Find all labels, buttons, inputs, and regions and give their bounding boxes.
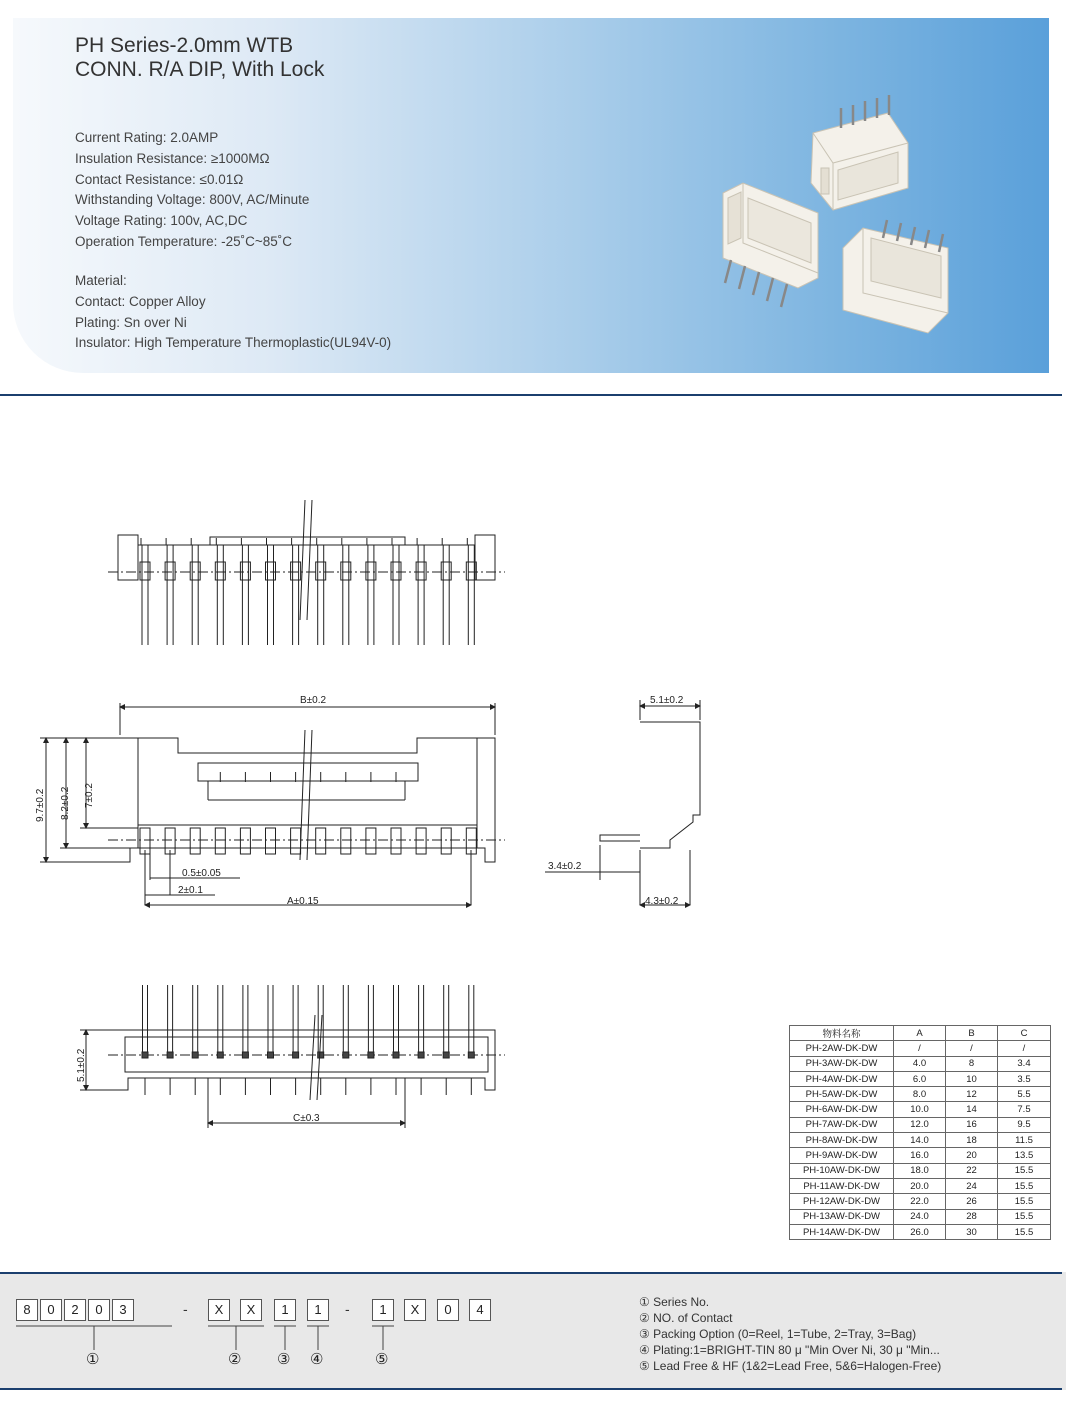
legend-item-5: ⑤ Lead Free & HF (1&2=Lead Free, 5&6=Halogen-Free): [639, 1359, 942, 1373]
pn-marker-1: ①: [86, 1350, 100, 1368]
pin-pad: [142, 1052, 148, 1058]
material-plating: Plating: Sn over Ni: [75, 314, 187, 330]
pin-pad: [242, 1052, 248, 1058]
table-cell: PH-8AW-DK-DW: [790, 1133, 894, 1148]
table-cell: 14: [946, 1102, 998, 1117]
pn-box-4: 0: [88, 1299, 110, 1321]
table-cell: 20.0: [894, 1178, 946, 1193]
table-cell: PH-3AW-DK-DW: [790, 1056, 894, 1071]
title-line-2: CONN. R/A DIP, With Lock: [75, 58, 325, 81]
side-view: [545, 700, 700, 905]
front-view: [40, 703, 505, 905]
table-cell: 15.5: [998, 1178, 1051, 1193]
table-row: [790, 1056, 1051, 1071]
pin: [391, 828, 401, 854]
pn-box-5: 3: [112, 1299, 134, 1321]
pin-pad: [192, 1052, 198, 1058]
table-cell: 26: [946, 1194, 998, 1209]
table-cell: PH-10AW-DK-DW: [790, 1163, 894, 1178]
table-cell: 7.5: [998, 1102, 1051, 1117]
pn-box-1: 8: [16, 1299, 38, 1321]
dim-side-width: 5.1±0.2: [650, 695, 684, 706]
material-insulator: Insulator: High Temperature Thermoplastic(UL94V-0): [75, 335, 392, 351]
table-cell: 8.0: [894, 1087, 946, 1102]
pn-box-13: 4: [469, 1299, 491, 1321]
table-cell: 20: [946, 1148, 998, 1163]
pn-dash-1: -: [183, 1301, 188, 1317]
part-number-legend: [639, 1294, 941, 1374]
pn-box-11: X: [404, 1299, 426, 1321]
table-cell: /: [998, 1041, 1051, 1056]
table-row: [790, 1148, 1051, 1163]
table-cell: 15.5: [998, 1163, 1051, 1178]
pin-pad: [217, 1052, 223, 1058]
dim-pitch: 2±0.1: [178, 885, 203, 896]
table-cell: 24: [946, 1178, 998, 1193]
table-cell: PH-6AW-DK-DW: [790, 1102, 894, 1117]
spec-contact-resistance: Contact Resistance: ≤0.01Ω: [75, 171, 244, 187]
pn-box-7: X: [240, 1299, 262, 1321]
table-cell: 3.4: [998, 1056, 1051, 1071]
pin-pad: [443, 1052, 449, 1058]
table-cell: 15.5: [998, 1209, 1051, 1224]
table-cell: 12: [946, 1087, 998, 1102]
dim-h3: 7±0.2: [84, 783, 95, 808]
dim-pin-width: 0.5±0.05: [182, 868, 221, 879]
footer-divider-bottom: [0, 1388, 1062, 1390]
pn-box-12: 0: [437, 1299, 459, 1321]
table-cell: 6.0: [894, 1071, 946, 1086]
dim-a: A±0.15: [287, 896, 319, 907]
table-cell: PH-14AW-DK-DW: [790, 1224, 894, 1239]
table-cell: PH-9AW-DK-DW: [790, 1148, 894, 1163]
table-cell: 22: [946, 1163, 998, 1178]
legend-item-1: ① Series No.: [639, 1295, 710, 1309]
table-cell: PH-13AW-DK-DW: [790, 1209, 894, 1224]
table-cell: 4.0: [894, 1056, 946, 1071]
pin-pad: [167, 1052, 173, 1058]
spec-temperature: Operation Temperature: -25˚C~85˚C: [75, 233, 292, 249]
table-cell: 15.5: [998, 1224, 1051, 1239]
material-heading: Material:: [75, 273, 127, 288]
table-row: [790, 1041, 1051, 1056]
table-cell: 18.0: [894, 1163, 946, 1178]
table-cell: 15.5: [998, 1194, 1051, 1209]
pn-box-10: 1: [372, 1299, 394, 1321]
spec-withstanding: Withstanding Voltage: 800V, AC/Minute: [75, 192, 310, 208]
dimension-table: [789, 1025, 1051, 1240]
pn-marker-5: ⑤: [375, 1350, 389, 1368]
table-cell: /: [894, 1041, 946, 1056]
table-row: [790, 1178, 1051, 1193]
pin-pad: [393, 1052, 399, 1058]
top-view: [108, 500, 505, 645]
spec-voltage: Voltage Rating: 100v, AC,DC: [75, 213, 248, 229]
table-cell: 22.0: [894, 1194, 946, 1209]
dim-c: C±0.3: [293, 1113, 320, 1124]
pin-pad: [468, 1052, 474, 1058]
pin: [416, 828, 426, 854]
pn-box-3: 2: [64, 1299, 86, 1321]
pn-box-8: 1: [274, 1299, 296, 1321]
pin: [190, 828, 200, 854]
pin: [215, 828, 225, 854]
title-line-1: PH Series-2.0mm WTB: [75, 34, 294, 57]
pin: [266, 828, 276, 854]
table-cell: 5.5: [998, 1087, 1051, 1102]
pin-pad: [268, 1052, 274, 1058]
table-cell: 10.0: [894, 1102, 946, 1117]
table-cell: PH-12AW-DK-DW: [790, 1194, 894, 1209]
table-cell: 10: [946, 1071, 998, 1086]
table-cell: PH-5AW-DK-DW: [790, 1087, 894, 1102]
pin-pad: [318, 1052, 324, 1058]
table-row: [790, 1194, 1051, 1209]
bottom-view: [80, 985, 505, 1128]
dim-b: B±0.2: [300, 695, 327, 706]
dim-bottom-height: 5.1±0.2: [76, 1048, 87, 1082]
table-row: [790, 1087, 1051, 1102]
legend-item-2: ② NO. of Contact: [639, 1311, 733, 1325]
table-row: [790, 1163, 1051, 1178]
pn-box-6: X: [208, 1299, 230, 1321]
material-contact: Contact: Copper Alloy: [75, 293, 206, 309]
table-row: [790, 1117, 1051, 1132]
table-cell: /: [946, 1041, 998, 1056]
table-cell: 16: [946, 1117, 998, 1132]
spec-current: Current Rating: 2.0AMP: [75, 130, 219, 145]
dim-side-pin: 3.4±0.2: [548, 861, 582, 872]
table-cell: 11.5: [998, 1133, 1051, 1148]
table-cell: 18: [946, 1133, 998, 1148]
table-cell: PH-4AW-DK-DW: [790, 1071, 894, 1086]
table-cell: 14.0: [894, 1133, 946, 1148]
pn-box-9: 1: [307, 1299, 329, 1321]
table-cell: 26.0: [894, 1224, 946, 1239]
pn-marker-4: ④: [310, 1350, 324, 1368]
table-cell: 30: [946, 1224, 998, 1239]
table-cell: PH-11AW-DK-DW: [790, 1178, 894, 1193]
col-header-part: 物料名称: [790, 1026, 894, 1041]
table-row: [790, 1133, 1051, 1148]
table-cell: 9.5: [998, 1117, 1051, 1132]
pin: [441, 828, 451, 854]
pn-box-2: 0: [40, 1299, 62, 1321]
table-cell: PH-2AW-DK-DW: [790, 1041, 894, 1056]
dim-h1: 9.7±0.2: [35, 788, 46, 822]
col-header-c: C: [998, 1026, 1051, 1041]
table-cell: 28: [946, 1209, 998, 1224]
table-header-row: [790, 1026, 1051, 1041]
table-cell: 3.5: [998, 1071, 1051, 1086]
spec-insulation: Insulation Resistance: ≥1000MΩ: [75, 150, 270, 166]
pn-dash-2: -: [345, 1301, 350, 1317]
pin-pad: [418, 1052, 424, 1058]
col-header-b: B: [946, 1026, 998, 1041]
table-cell: 12.0: [894, 1117, 946, 1132]
dim-side-base: 4.3±0.2: [645, 896, 679, 907]
pin-pad: [293, 1052, 299, 1058]
pin: [316, 828, 326, 854]
pn-marker-3: ③: [277, 1350, 291, 1368]
pin-pad: [368, 1052, 374, 1058]
pin: [366, 828, 376, 854]
col-header-a: A: [894, 1026, 946, 1041]
dim-h2: 8.2±0.2: [60, 786, 71, 820]
pin: [240, 828, 250, 854]
table-row: [790, 1071, 1051, 1086]
pn-marker-2: ②: [228, 1350, 242, 1368]
table-cell: 24.0: [894, 1209, 946, 1224]
pin: [341, 828, 351, 854]
table-cell: 16.0: [894, 1148, 946, 1163]
pin: [291, 828, 301, 854]
legend-item-4: ④ Plating:1=BRIGHT-TIN 80 μ "Min Over Ni, 30 μ "Min...: [639, 1343, 940, 1357]
table-cell: 13.5: [998, 1148, 1051, 1163]
pin-pad: [343, 1052, 349, 1058]
table-cell: 8: [946, 1056, 998, 1071]
legend-item-3: ③ Packing Option (0=Reel, 1=Tube, 2=Tray, 3=Bag): [639, 1327, 917, 1341]
table-cell: PH-7AW-DK-DW: [790, 1117, 894, 1132]
footer-divider-top: [0, 1272, 1062, 1274]
table-row: [790, 1224, 1051, 1239]
table-row: [790, 1209, 1051, 1224]
table-row: [790, 1102, 1051, 1117]
